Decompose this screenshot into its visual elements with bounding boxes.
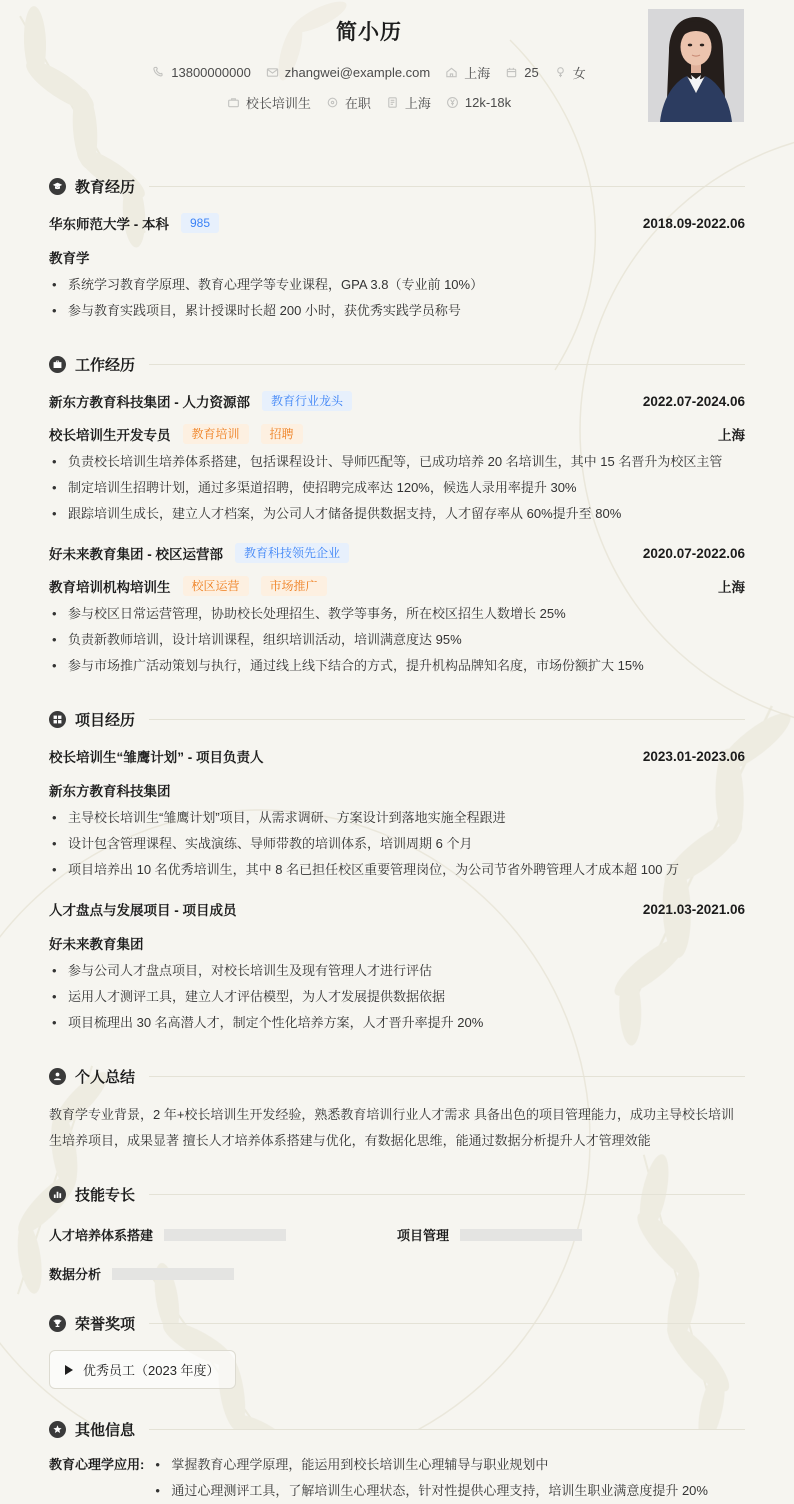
project-name: 校长培训生“雏鹰计划” - 项目负责人 [49, 750, 264, 765]
project-bullet: • 项目培养出 10 名优秀培训生，其中 8 名已担任校区重要管理岗位，为公司节省外聘管理人才成本超 100 万 [49, 857, 745, 883]
skill-item: 项目管理 [397, 1225, 745, 1244]
status-icon [326, 96, 339, 109]
section-divider [149, 1194, 745, 1195]
phone-icon [152, 66, 165, 79]
section-title: 个人总结 [75, 1069, 136, 1086]
work-bullet: • 制定培训生招聘计划，通过多渠道招聘，使招聘完成率达 120%，候选人录用率提升 30% [49, 475, 745, 501]
section-title: 项目经历 [75, 712, 136, 729]
section-education [49, 176, 745, 324]
expected-salary: 12k-18k [446, 95, 511, 110]
project-org: 新东方教育科技集团 [49, 784, 171, 799]
other-info-label: 教育心理学应用: [49, 1457, 145, 1472]
section-divider [149, 719, 745, 720]
school-tag: 985 [181, 213, 219, 233]
location-icon [445, 66, 458, 79]
project-bullet: • 参与公司人才盘点项目，对校长培训生及现有管理人才进行评估 [49, 958, 745, 984]
skill-bar [164, 1229, 286, 1241]
summary-text: 教育学专业背景，2 年+校长培训生开发经验，熟悉教育培训行业人才需求 具备出色的项目管理能力，成功主导校长培训生培养项目，成果显著 擅长人才培养体系搭建与优化，有数据化思维，能通过数据分析提升人才管理效能 [49, 1107, 735, 1148]
job-title: 校长培训生开发专员 [49, 428, 171, 443]
other-bullet: • 掌握教育心理学原理，能运用到校长培训生心理辅导与职业规划中 [152, 1452, 708, 1478]
education-entry [49, 213, 745, 324]
project-bullet: • 运用人才测评工具，建立人才评估模型，为人才发展提供数据依据 [49, 984, 745, 1010]
major: 教育学 [49, 251, 90, 266]
work-entry [49, 543, 745, 679]
work-bullet: • 参与校区日常运营管理，协助校长处理招生、教学等事务，所在校区招生人数增长 25% [49, 601, 745, 627]
company-tag: 教育行业龙头 [262, 391, 352, 411]
project-bullet: • 项目梳理出 30 名高潜人才，制定个性化培养方案，人才晋升率提升 20% [49, 1010, 745, 1036]
project-bullet: • 主导校长培训生“雏鹰计划”项目，从需求调研、方案设计到落地实施全程跟进 [49, 805, 745, 831]
work-location: 上海 [718, 428, 745, 443]
trophy-icon [49, 1315, 66, 1332]
project-org: 好未来教育集团 [49, 937, 144, 952]
user-icon [49, 1068, 66, 1085]
education-date: 2018.09-2022.06 [642, 215, 745, 231]
contact-row-1 [49, 63, 689, 82]
section-divider [149, 1076, 745, 1077]
salary-icon [446, 96, 459, 109]
skill-item: 人才培养体系搭建 [49, 1225, 397, 1244]
email: zhangwei@example.com [266, 65, 430, 80]
section-skills [49, 1184, 745, 1283]
role-tag: 市场推广 [261, 576, 327, 596]
education-bullet: • 参与教育实践项目，累计授课时长超 200 小时，获优秀实践学员称号 [49, 298, 745, 324]
play-icon [65, 1365, 73, 1375]
project-entry [49, 746, 745, 883]
section-title: 荣誉奖项 [75, 1316, 136, 1333]
project-bullet: • 设计包含管理课程、实战演练、导师带教的培训体系，培训周期 6 个月 [49, 831, 745, 857]
job-icon [227, 96, 240, 109]
skill-item: 数据分析 [49, 1264, 397, 1283]
project-date: 2023.01-2023.06 [642, 748, 745, 764]
role-tag: 教育培训 [183, 424, 249, 444]
briefcase-icon [49, 356, 66, 373]
job-status: 在职 [326, 93, 371, 112]
candidate-photo [648, 9, 744, 122]
resume-header [49, 0, 745, 142]
project-entry [49, 899, 745, 1036]
section-title: 工作经历 [75, 357, 136, 374]
desired-position: 校长培训生 [227, 93, 311, 112]
work-bullet: • 跟踪培训生成长，建立人才档案，为公司人才储备提供数据支持，人才留存率从 60%提升至 80% [49, 501, 745, 527]
job-title: 教育培训机构培训生 [49, 580, 171, 595]
work-entry [49, 391, 745, 527]
section-projects [49, 709, 745, 1036]
chart-icon [49, 1186, 66, 1203]
candidate-name: 简小历 [336, 21, 402, 44]
section-other [49, 1419, 745, 1504]
section-title: 技能专长 [75, 1187, 136, 1204]
other-bullet: • 通过心理测评工具，了解培训生心理状态，针对性提供心理支持，培训生职业满意度提升 20% [152, 1478, 708, 1504]
skill-bar [460, 1229, 582, 1241]
education-bullet: • 系统学习教育学原理、教育心理学等专业课程，GPA 3.8（专业前 10%） [49, 272, 745, 298]
gender-icon [554, 66, 567, 79]
city-icon [386, 96, 399, 109]
skill-list [49, 1205, 745, 1283]
company-name: 新东方教育科技集团 - 人力资源部 [49, 395, 250, 410]
work-date: 2022.07-2024.06 [642, 393, 745, 409]
role-tag: 招聘 [261, 424, 303, 444]
email-icon [266, 66, 279, 79]
skill-bar [112, 1268, 234, 1280]
company-name: 好未来教育集团 - 校区运营部 [49, 547, 223, 562]
section-honors [49, 1313, 745, 1389]
desired-city: 上海 [386, 93, 431, 112]
age-icon [505, 66, 518, 79]
work-bullet: • 参与市场推广活动策划与执行，通过线上线下结合的方式，提升机构品牌知名度，市场份额扩大 15% [49, 653, 745, 679]
section-summary [49, 1066, 745, 1154]
school-name: 华东师范大学 - 本科 [49, 217, 169, 232]
company-tag: 教育科技领先企业 [235, 543, 349, 563]
phone: 13800000000 [152, 65, 251, 80]
section-divider [149, 186, 745, 187]
section-title: 其他信息 [75, 1422, 136, 1439]
gender: 女 [554, 63, 586, 82]
work-date: 2020.07-2022.06 [642, 545, 745, 561]
work-bullet: • 负责校长培训生培养体系搭建，包括课程设计、导师匹配等，已成功培养 20 名培训生，其中 15 名晋升为校区主管 [49, 449, 745, 475]
section-divider [149, 364, 745, 365]
location: 上海 [445, 63, 490, 82]
honor-item[interactable] [49, 1350, 236, 1389]
other-info-row [49, 1452, 745, 1504]
project-date: 2021.03-2021.06 [642, 901, 745, 917]
age: 25 [505, 65, 538, 80]
honor-label: 优秀员工（2023 年度） [83, 1363, 220, 1378]
graduation-cap-icon [49, 178, 66, 195]
work-bullet: • 负责新教师培训，设计培训课程，组织培训活动，培训满意度达 95% [49, 627, 745, 653]
section-title: 教育经历 [75, 179, 136, 196]
grid-icon [49, 711, 66, 728]
section-work [49, 354, 745, 679]
project-name: 人才盘点与发展项目 - 项目成员 [49, 903, 237, 918]
role-tag: 校区运营 [183, 576, 249, 596]
contact-row-2 [49, 93, 689, 112]
work-location: 上海 [718, 580, 745, 595]
section-divider [149, 1323, 745, 1324]
